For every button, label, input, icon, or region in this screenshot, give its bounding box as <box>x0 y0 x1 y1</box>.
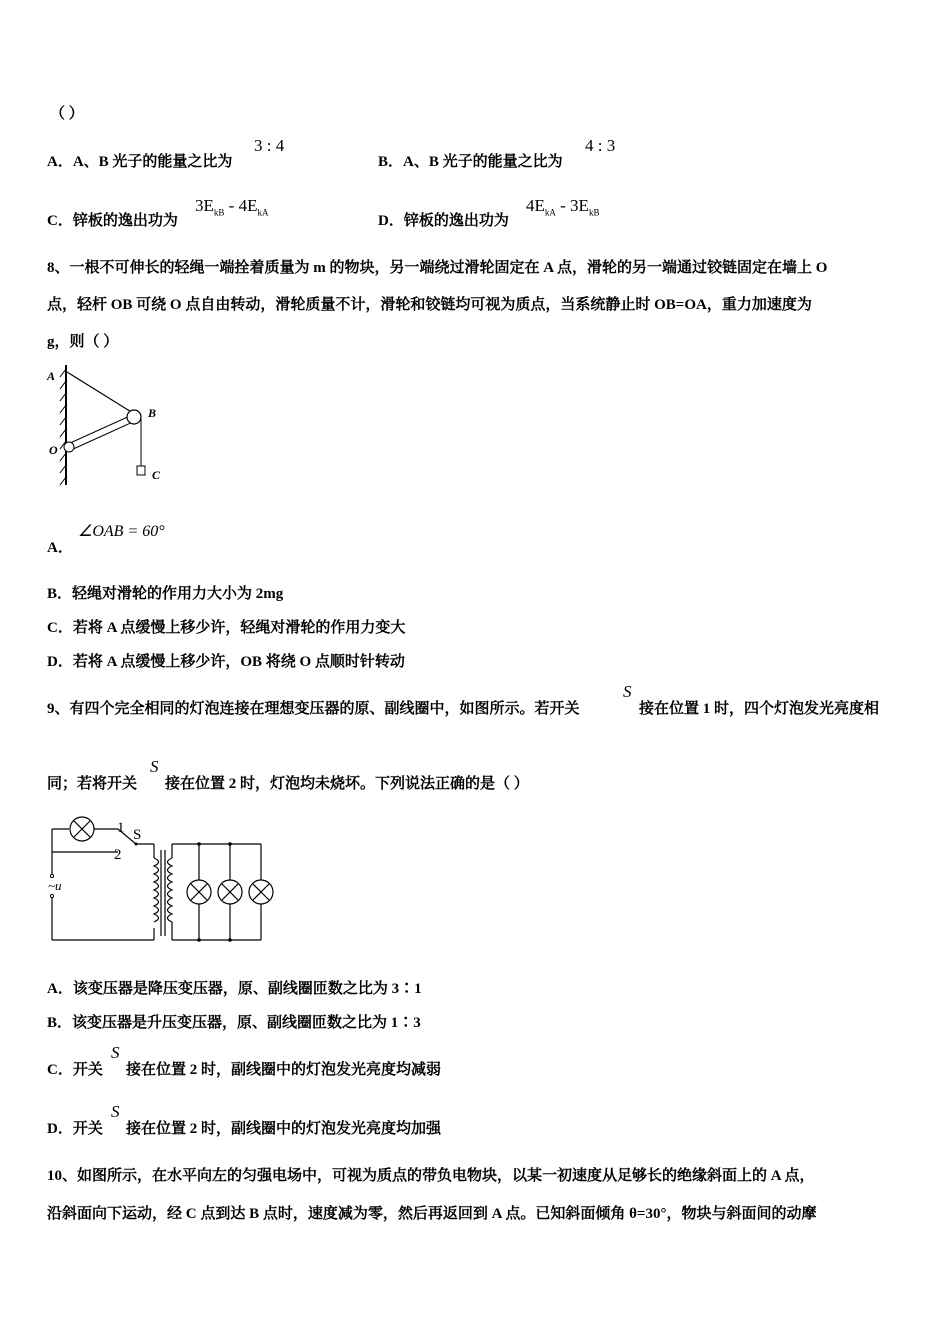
q9-switch-symbol: S <box>623 682 632 701</box>
q8-option-a-math: ∠OAB = 60° <box>78 523 165 540</box>
q9-switch-symbol-2: S <box>150 757 159 776</box>
q9-option-d-b: 接在位置 2 时，副线圈中的灯泡发光亮度均加强 <box>126 1121 442 1137</box>
q9-option-b: B．该变压器是升压变压器，原、副线圈匝数之比为 1∶3 <box>47 1015 421 1031</box>
q9-stem-line1b: 接在位置 1 时，四个灯泡发光亮度相 <box>639 701 880 717</box>
q8-option-a: A． <box>47 540 73 556</box>
q8-fig-label-a: A <box>47 369 56 383</box>
q7-answer-paren: （ ） <box>50 106 84 122</box>
q9-fig-label-2: 2 <box>114 847 122 863</box>
q7-option-b-math: 4 : 3 <box>585 136 616 155</box>
q9-option-d-a: D．开关 <box>47 1121 103 1137</box>
q8-stem-line1: 8、一根不可伸长的轻绳一端拴着质量为 m 的物块，另一端绕过滑轮固定在 A 点，滑轮的另一端通过铰链固定在墙上 O <box>47 260 828 276</box>
q9-fig-label-1: 1 <box>117 820 125 836</box>
q9-option-c-a: C．开关 <box>47 1062 103 1078</box>
q8-option-c: C．若将 A 点缓慢上移少许，轻绳对滑轮的作用力变大 <box>47 620 406 636</box>
q9-option-d-switch: S <box>111 1102 120 1121</box>
q9-fig-label-u: ~u <box>48 878 62 893</box>
q8-fig-label-o: O <box>49 443 58 457</box>
q8-fig-label-c: C <box>152 468 161 482</box>
q8-option-d: D．若将 A 点缓慢上移少许，OB 将绕 O 点顺时针转动 <box>47 654 405 670</box>
q7-option-b: B．A、B 光子的能量之比为 <box>378 154 563 170</box>
q9-stem-line2b: 接在位置 2 时，灯泡均未烧坏。下列说法正确的是（ ） <box>165 776 529 792</box>
q7-option-d: D．锌板的逸出功为 <box>378 213 509 229</box>
q10-stem-line2: 沿斜面向下运动，经 C 点到达 B 点时，速度减为零，然后再返回到 A 点。已知斜面倾角 θ=30°，物块与斜面间的动摩 <box>47 1206 817 1222</box>
q9-option-c-b: 接在位置 2 时，副线圈中的灯泡发光亮度均减弱 <box>126 1062 442 1078</box>
q9-stem-line1a: 9、有四个完全相同的灯泡连接在理想变压器的原、副线圈中，如图所示。若开关 <box>47 701 580 717</box>
q8-stem-line3: g，则（ ） <box>47 334 119 350</box>
q7-option-c-math: $3E_{kB} - 4E_{kA}$ <box>195 196 269 218</box>
q8-pulley-figure <box>40 355 180 495</box>
q7-option-c: C．锌板的逸出功为 <box>47 213 178 229</box>
q8-option-b: B．轻绳对滑轮的作用力大小为 2mg <box>47 586 284 602</box>
q7-option-a-math: 3 : 4 <box>254 136 285 155</box>
q7-option-a: A．A、B 光子的能量之比为 <box>47 154 233 170</box>
q9-option-c-switch: S <box>111 1043 120 1062</box>
q7-option-d-math: $4E_{kA} - 3E_{kB}$ <box>526 196 600 218</box>
q9-transformer-figure <box>44 812 274 947</box>
q9-stem-line2a: 同；若将开关 <box>47 776 138 792</box>
q9-option-a: A．该变压器是降压变压器，原、副线圈匝数之比为 3∶1 <box>47 981 422 997</box>
q8-fig-label-b: B <box>148 406 157 420</box>
q10-stem-line1: 10、如图所示，在水平向左的匀强电场中，可视为质点的带负电物块，以某一初速度从足够长的绝缘斜面上的 A 点， <box>47 1168 815 1184</box>
q9-fig-label-s: S <box>133 827 142 843</box>
q8-stem-line2: 点，轻杆 OB 可绕 O 点自由转动，滑轮质量不计，滑轮和铰链均可视为质点，当系统静止时 OB=OA，重力加速度为 <box>47 297 812 313</box>
